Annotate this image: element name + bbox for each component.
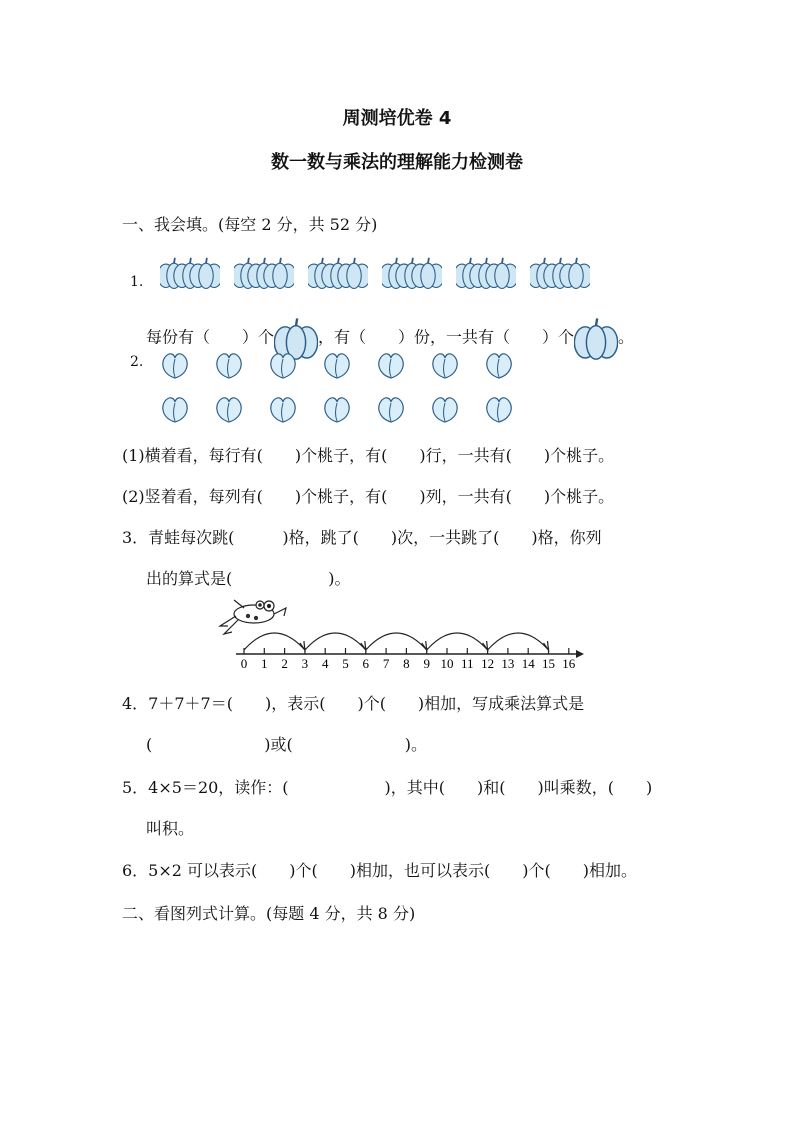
section-2-heading: 二、看图列式计算。(每题 4 分，共 8 分): [122, 904, 416, 923]
q3-line-1: 3．青蛙每次跳( )格，跳了( )次，一共跳了( )格，你列: [122, 528, 602, 547]
peach-icon: [320, 348, 354, 382]
tick-label: 4: [321, 656, 329, 671]
peach-row-1: [158, 348, 536, 382]
tick-label: 15: [542, 656, 555, 671]
q2-line-2: (2)竖着看，每列有( )个桃子，有( )列，一共有( )个桃子。: [122, 487, 615, 506]
q2-line-1: (1)横着看，每行有( )个桃子，有( )行，一共有( )个桃子。: [122, 446, 615, 465]
peach-icon: [158, 348, 192, 382]
q3-line-2: 出的算式是( )。: [146, 569, 351, 588]
pumpkin-group: [160, 252, 220, 292]
tick-label: 12: [481, 656, 495, 671]
q4-line-1: 4．7＋7＋7＝( )，表示( )个( )相加，写成乘法算式是: [122, 694, 585, 713]
section-1-heading: 一、我会填。(每空 2 分，共 52 分): [122, 215, 378, 234]
tick-label: 16: [562, 656, 576, 671]
pumpkin-icon: [574, 316, 618, 360]
q2-number: 2.: [130, 354, 144, 370]
jump-arc: [305, 633, 366, 650]
peach-icon: [158, 392, 192, 426]
peach-icon: [266, 348, 300, 382]
q1-text-b: ，有（ ）份，一共有（ ）个: [318, 327, 575, 347]
peach-icon: [374, 348, 408, 382]
pumpkin-group: [456, 252, 516, 292]
page-subtitle: 数一数与乘法的理解能力检测卷: [271, 152, 523, 173]
peach-icon: [374, 392, 408, 426]
pumpkin-group: [234, 252, 294, 292]
tick-label: 5: [342, 656, 349, 671]
tick-label: 8: [403, 656, 410, 671]
q5-line-2: 叫积。: [146, 819, 195, 838]
peach-icon: [212, 348, 246, 382]
tick-label: 3: [301, 656, 309, 671]
tick-label: 9: [423, 656, 430, 671]
tick-label: 11: [461, 656, 474, 671]
frog-number-line: [214, 596, 590, 672]
tick-label: 2: [281, 656, 288, 671]
frog-icon: [220, 600, 286, 634]
pumpkin-groups: [160, 252, 604, 292]
tick-label: 6: [362, 656, 370, 671]
peach-icon: [482, 392, 516, 426]
jump-arc: [488, 633, 549, 650]
q6-line-1: 6．5×2 可以表示( )个( )相加，也可以表示( )个( )相加。: [122, 861, 637, 880]
peach-icon: [428, 392, 462, 426]
tick-label: 7: [382, 656, 390, 671]
tick-label: 14: [521, 656, 535, 671]
jump-arc: [427, 633, 488, 650]
peach-icon: [482, 348, 516, 382]
jump-arc: [366, 633, 427, 650]
pumpkin-group: [530, 252, 590, 292]
tick-label: 0: [240, 656, 248, 671]
page-title: 周测培优卷 4: [342, 108, 452, 129]
tick-label: 13: [501, 656, 515, 671]
jump-arc: [244, 633, 305, 650]
tick-label: 1: [261, 656, 268, 671]
peach-icon: [320, 392, 354, 426]
q1-text-end: 。: [618, 327, 635, 347]
q4-line-2: ( )或( )。: [146, 735, 427, 754]
pumpkin-group: [308, 252, 368, 292]
q5-line-1: 5．4×5＝20，读作：( )，其中( )和( )叫乘数，( ): [122, 778, 653, 797]
peach-row-2: [158, 392, 536, 426]
peach-icon: [212, 392, 246, 426]
tick-label: 10: [440, 656, 454, 671]
peach-icon: [428, 348, 462, 382]
q1-number: 1.: [130, 274, 144, 290]
q1-text-a: 每份有（ ）个: [146, 327, 275, 347]
pumpkin-group: [382, 252, 442, 292]
peach-icon: [266, 392, 300, 426]
